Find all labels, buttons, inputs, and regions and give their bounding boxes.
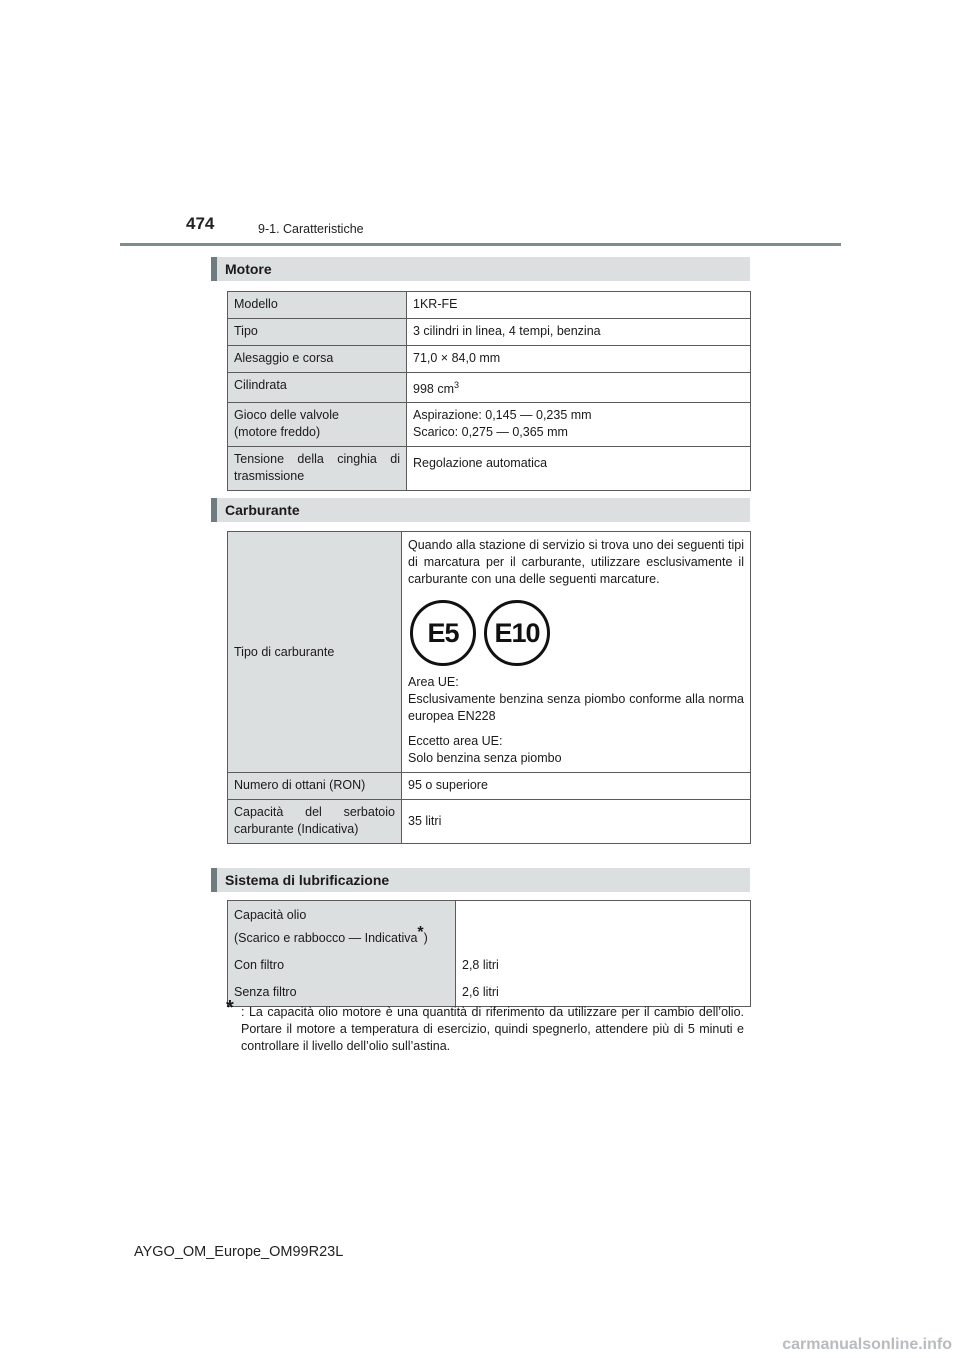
spec-label: Numero di ottani (RON): [228, 773, 402, 800]
label-line: Capacità olio: [234, 908, 307, 922]
label-line: trasmissione: [234, 469, 305, 484]
table-row: [228, 979, 751, 1006]
table-row: [228, 773, 751, 800]
spec-value: 2,6 litri: [462, 985, 499, 1000]
spec-label: Tipo: [228, 319, 407, 346]
spec-value: 3 cilindri in linea, 4 tempi, benzina: [407, 319, 751, 346]
eu-fuel-note: [408, 674, 744, 725]
table-row: [228, 952, 751, 979]
label-line: (motore freddo): [234, 425, 321, 440]
spec-value: 2,8 litri: [462, 958, 499, 973]
table-row: [228, 373, 751, 403]
spec-label: Alesaggio e corsa: [228, 346, 407, 373]
spec-label: Senza filtro: [228, 979, 456, 1006]
section-reference: 9-1. Caratteristiche: [258, 222, 364, 236]
footnote-text: : La capacità olio motore è una quantità di riferimento da utilizzare per il cambio dell’olio. Portare il motore a temperatura di esercizio, quindi spegnerlo, attendere più di 5 minuti e controllare il livello dell’olio sull’astina.: [241, 1005, 744, 1053]
spec-label: [228, 901, 456, 953]
section-title-lubrificazione: Sistema di lubrificazione: [211, 868, 750, 892]
value-line: Scarico: 0,275 — 0,365 mm: [413, 425, 568, 440]
label-line: carburante (Indicativa): [234, 822, 359, 836]
label-line: (Scarico e rabbocco — Indicativa*): [234, 924, 428, 946]
table-row: [228, 901, 751, 953]
e10-marking-icon: E10: [484, 600, 550, 666]
table-row: [228, 532, 751, 773]
note-heading: Area UE:: [408, 675, 459, 689]
value-line: Aspirazione: 0,145 — 0,235 mm: [413, 408, 592, 423]
spec-label: [228, 800, 402, 844]
site-watermark: carmanualsonline.info: [782, 1336, 952, 1353]
spec-label: Con filtro: [228, 952, 456, 979]
spec-label: Tipo di carburante: [228, 532, 402, 773]
footnote-marker: *: [226, 997, 234, 1019]
header-rule: [120, 243, 841, 246]
table-row: [228, 800, 751, 844]
lubrication-spec-table: [227, 900, 751, 1007]
spec-value: [456, 901, 751, 953]
table-row: [228, 447, 751, 491]
table-row: [228, 403, 751, 447]
spec-value: [407, 373, 751, 403]
table-row: [228, 346, 751, 373]
note-text: Esclusivamente benzina senza piombo conforme alla norma europea EN228: [408, 692, 744, 723]
note-heading: Eccetto area UE:: [408, 734, 503, 748]
spec-value: 1KR-FE: [407, 292, 751, 319]
label-line: Gioco delle valvole: [234, 408, 339, 423]
footnote-marker: *: [417, 924, 424, 941]
spec-value: 95 o superiore: [402, 773, 751, 800]
section-title-motore: Motore: [211, 257, 750, 281]
section-title-carburante: Carburante: [211, 498, 750, 522]
displacement-value: 998 cm: [413, 382, 454, 397]
spec-label: Modello: [228, 292, 407, 319]
non-eu-fuel-note: [408, 733, 744, 767]
spec-value: [407, 403, 751, 447]
unit-superscript: 3: [454, 380, 460, 390]
spec-label: Cilindrata: [228, 373, 407, 403]
fuel-intro: Quando alla stazione di servizio si trova uno dei seguenti tipi di marcatura per il carburante, utilizzare esclusivamente il carburante con una delle seguenti marcature.: [408, 538, 744, 586]
spec-label: [228, 403, 407, 447]
spec-value: Regolazione automatica: [407, 447, 751, 491]
page-number: 474: [186, 214, 215, 233]
spec-label: [228, 447, 407, 491]
spec-value: [402, 532, 751, 773]
label-line: Tensione della cinghia di: [234, 452, 400, 467]
fuel-spec-table: [227, 531, 751, 844]
note-text: Solo benzina senza piombo: [408, 751, 562, 765]
spec-value: 71,0 × 84,0 mm: [407, 346, 751, 373]
spec-value: 35 litri: [402, 800, 751, 844]
fuel-marking-badges: [408, 600, 744, 666]
oil-capacity-footnote: [226, 997, 744, 1055]
table-row: [228, 292, 751, 319]
table-row: [228, 319, 751, 346]
label-line: Capacità del serbatoio: [234, 805, 395, 819]
document-code: AYGO_OM_Europe_OM99R23L: [134, 1244, 344, 1260]
e5-marking-icon: E5: [410, 600, 476, 666]
engine-spec-table: [227, 291, 751, 491]
